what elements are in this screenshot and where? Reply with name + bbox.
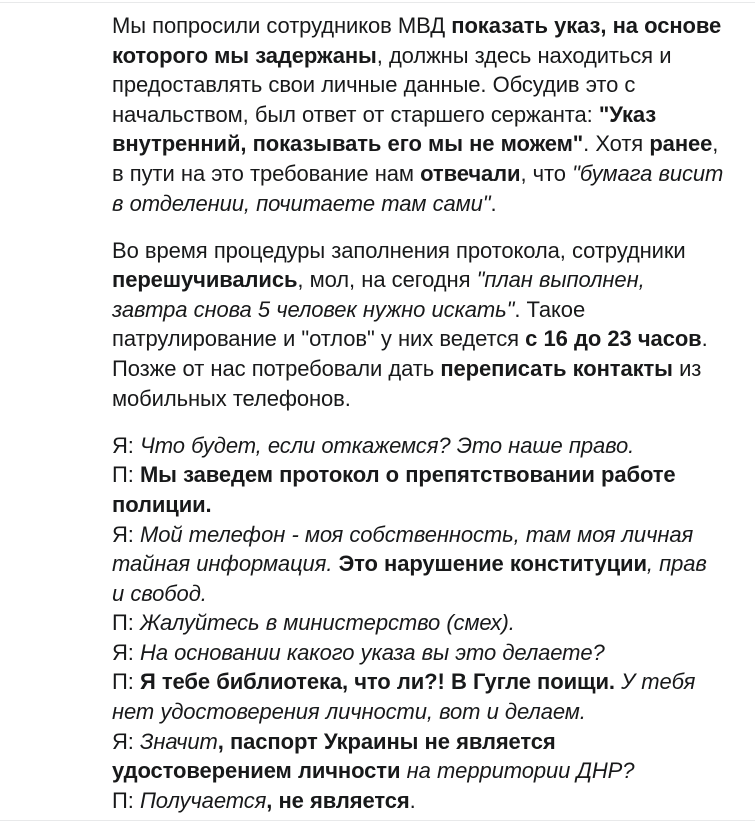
dialogue-line-3-run-0: Мой телефон - моя собственность, там моя личная тайная информация.: [112, 521, 694, 577]
paragraph-1-run-5: ранее: [649, 131, 713, 157]
paragraph-2-run-6: . Позже от нас потребовали дать: [112, 326, 708, 382]
dialogue-line-7-run-0: Значит: [133, 728, 218, 754]
paragraph-2-run-7: переписать контакты: [440, 356, 673, 382]
paragraph-1-run-8: , что: [520, 160, 573, 186]
dialogue-line-7: [112, 727, 724, 786]
dialogue-line-1-speaker: Я:: [112, 432, 134, 458]
dialogue-line-5-run-0: На основании какого указа вы это делаете?: [133, 639, 605, 665]
dialogue-line-5-speaker: Я:: [112, 639, 134, 665]
paragraph-2-run-5: с 16 до 23 часов: [525, 326, 702, 352]
dialogue-line-8-run-2: .: [409, 787, 416, 813]
bottom-divider: [0, 820, 755, 821]
paragraph-2-run-0: Во время процедуры заполнения протокола, сотрудники: [112, 237, 686, 263]
dialogue-line-8-run-1: , не является: [266, 787, 410, 813]
dialogue-line-4: [112, 608, 724, 638]
dialogue-line-2-run-0: Мы заведем протокол о препятствовании работе полиции.: [112, 462, 676, 517]
dialogue-line-7-run-2: на территории ДНР?: [400, 758, 635, 784]
dialogue-line-2-speaker: П:: [112, 462, 134, 488]
dialogue-line-7-run-1: , паспорт Украины не является удостоверением личности: [112, 728, 556, 784]
paragraph-1-run-0: Мы попросили сотрудников МВД: [112, 13, 452, 38]
text-content: [112, 11, 724, 815]
dialogue-line-5: [112, 638, 724, 668]
paragraph-2-run-4: . Такое патрулирование и "отлов" у них ведется: [112, 296, 586, 352]
dialogue-line-6-run-1: У тебя нет удостоверения личности, вот и делаем.: [112, 669, 696, 725]
dialogue-line-8-run-0: Получается: [133, 787, 267, 813]
dialogue-line-1-run-0: Что будет, если откажемся? Это наше право.: [133, 432, 635, 458]
dialogue-line-4-run-0: Жалуйтесь в министерство (смех).: [133, 610, 515, 636]
paragraph-1-run-6: , в пути на это требование нам: [112, 131, 719, 186]
paragraph-1-run-9: "бумага висит в отделении, почитаете там сами": [112, 160, 724, 216]
dialogue-line-3-run-1: Это нарушение конституции: [338, 551, 647, 577]
dialogue-line-8-speaker: П:: [112, 787, 134, 813]
paragraph-1-run-2: , должны здесь находиться и предоставлять свои личные данные. Обсудив это с начальством, был ответ от старшего сержанта:: [112, 42, 672, 127]
paragraph-2-run-3: "план выполнен, завтра снова 5 человек нужно искать": [112, 267, 645, 322]
dialogue-line-6: [112, 667, 724, 726]
dialogue-line-2: [112, 460, 724, 519]
paragraph-1: [112, 11, 724, 218]
paragraph-2-run-1: перешучивались: [112, 267, 298, 293]
paragraph-2-run-8: из мобильных телефонов.: [112, 356, 702, 411]
dialogue-line-7-speaker: Я:: [112, 728, 134, 754]
paragraph-2-run-2: , мол, на сегодня: [297, 267, 477, 293]
paragraph-1-run-1: показать указ, на основе которого мы задержаны: [112, 13, 722, 68]
dialogue-line-8: [112, 786, 724, 816]
paragraph-1-run-4: . Хотя: [583, 131, 650, 157]
paragraph-1-run-7: отвечали: [420, 160, 521, 186]
dialogue-line-3: [112, 520, 724, 609]
dialogue-line-3-speaker: Я:: [112, 521, 134, 547]
dialogue-line-3-run-2: , прав и свобод.: [112, 551, 707, 606]
dialogue-block: [112, 431, 724, 816]
paragraph-2: [112, 236, 724, 414]
paragraph-1-run-10: .: [490, 190, 497, 216]
dialogue-line-1: [112, 431, 724, 461]
paragraph-1-run-3: "Указ внутренний, показывать его мы не можем": [112, 101, 657, 157]
dialogue-line-6-run-0: Я тебе библиотека, что ли?! В Гугле поищи.: [133, 669, 615, 695]
dialogue-line-6-speaker: П:: [112, 669, 134, 695]
dialogue-line-4-speaker: П:: [112, 610, 134, 636]
top-divider: [0, 2, 755, 3]
